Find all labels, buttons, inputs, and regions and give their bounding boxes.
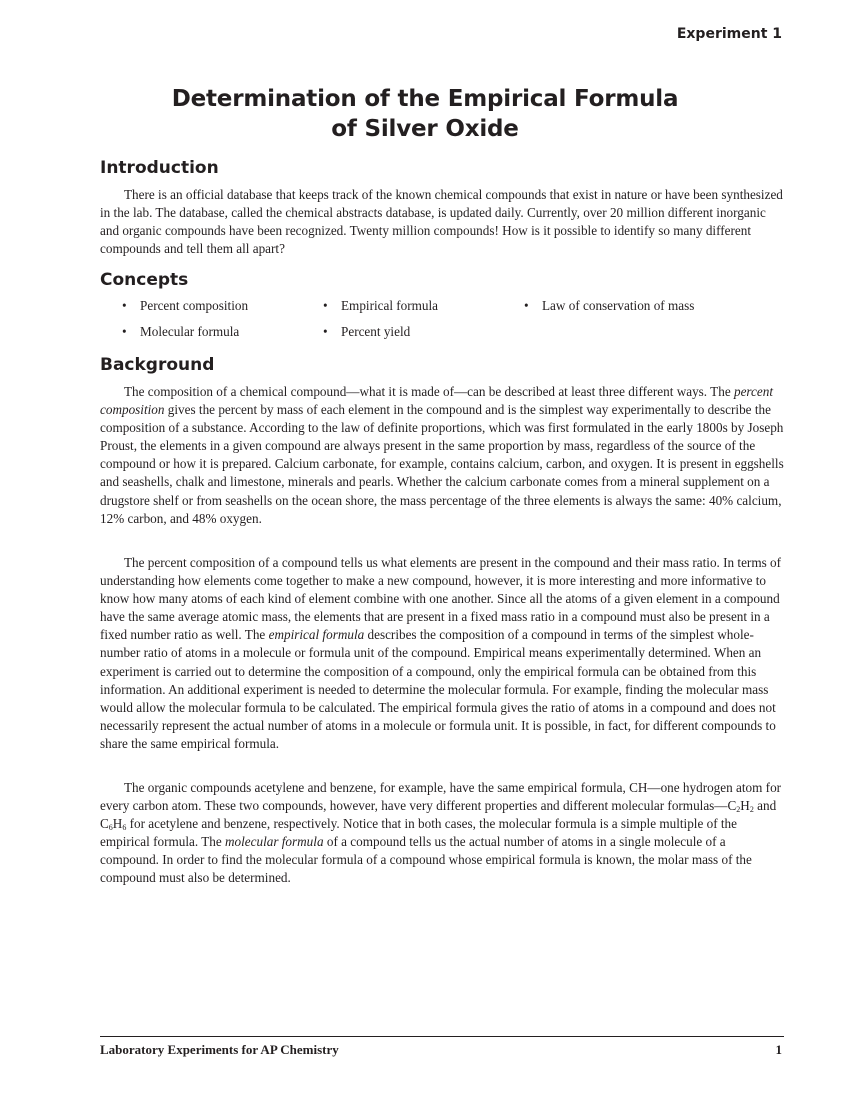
- page-number: 1: [775, 1042, 782, 1057]
- page-title-line-2: of Silver Oxide: [331, 116, 519, 142]
- experiment-label: Experiment 1: [676, 26, 782, 42]
- background-paragraph-1: [100, 383, 784, 528]
- page-title: [0, 84, 850, 144]
- concept-item: [524, 298, 694, 314]
- footer-rule: [100, 1036, 784, 1037]
- footer-book-title: Laboratory Experiments for AP Chemistry: [100, 1042, 339, 1057]
- background-paragraph-2: [100, 554, 784, 753]
- concept-item: [323, 324, 410, 340]
- page-title-line-1: Determination of the Empirical Formula: [171, 86, 679, 112]
- introduction-text: There is an official database that keeps track of the known chemical compounds that exist in nature or have been synthesized in the lab. The database, called the chemical abstracts database, is updated daily. Currently, over 20 million different inorganic and organic compounds have been recognized. Twenty million compounds! How is it possible to identify so many different compounds and tell them all apart?: [100, 187, 783, 257]
- concept-label: Percent composition: [140, 298, 249, 313]
- concept-item: [122, 298, 248, 314]
- benzene-formula: $C_6H_6$: [100, 816, 127, 833]
- concept-label: Molecular formula: [140, 324, 240, 339]
- concept-label: Percent yield: [341, 324, 411, 339]
- bullet-icon: •: [323, 324, 328, 339]
- introduction-heading: Introduction: [100, 158, 219, 178]
- emphasis-term: empirical formula: [268, 627, 365, 643]
- concepts-list: [100, 298, 784, 348]
- introduction-paragraph: [100, 186, 784, 258]
- paragraph-text: The organic compounds acetylene and benzene, for example, have the same empirical formula, CH—one hydrogen atom for every carbon atom. These two compounds, however, have very different properties and different molecular $formulas—C_2H_2$ and $C_6H_6$ for acetylene and benzene, respectively. Notice that in both cases, the molecular formula is a simple multiple of the empirical formula. The molecular formula of a compound tells us the actual number of atoms in a single molecule of a compound. In order to find the molecular formula of a compound whose empirical formula is known, the molar mass of the compound must also be determined.: [100, 780, 782, 886]
- concept-label: Law of conservation of mass: [542, 298, 695, 313]
- concept-label: Empirical formula: [341, 298, 439, 313]
- concepts-heading: Concepts: [100, 270, 189, 290]
- paragraph-text: The composition of a chemical compound—what it is made of—can be described at least three different ways. The percent composition gives the percent by mass of each element in the compound and is the simplest way experimentally to describe the composition of a substance. According to the law of definite proportions, which was first formulated in the early 1800s by Joseph Proust, the elements in a given compound are always present in the same proportion by mass, regardless of the source of the compound or how it is prepared. Calcium carbonate, for example, contains calcium, carbon, and oxygen. It is present in eggshells and seashells, chalk and limestone, minerals and pearls. Whether the calcium carbonate comes from a mineral supplement on a drugstore shelf or from seashells on the ocean shore, the mass percentage of the three elements is always the same: 40% calcium, 12% carbon, and 48% oxygen.: [100, 384, 784, 526]
- emphasis-term: percent composition: [100, 384, 774, 418]
- concept-item: [122, 324, 239, 340]
- bullet-icon: •: [122, 324, 127, 339]
- bullet-icon: •: [524, 298, 529, 313]
- emphasis-term: molecular formula: [225, 834, 324, 850]
- paragraph-text: The percent composition of a compound tells us what elements are present in the compound and their mass ratio. In terms of understanding how elements come together to make a new compound, however, it is more interesting and more informative to know how many atoms of each kind of element combine with one another. Since all the atoms of a given element in a compound have the same average atomic mass, the elements that are present in a fixed mass ratio in a compound must also be present in a fixed number ratio as well. The empirical formula describes the composition of a compound in terms of the simplest whole-number ratio of atoms in a molecule or formula unit of the compound. Empirical means experimentally determined. When an experiment is carried out to determine the composition of a compound, only the empirical formula can be obtained from this information. An additional experiment is needed to determine the molecular formula. For example, finding the molecular mass would allow the molecular formula to be calculated. The empirical formula gives the ratio of atoms in a compound and does not necessarily represent the actual number of atoms in a molecule or formula unit. It is possible, in fact, for different compounds to share the same empirical formula.: [100, 555, 781, 751]
- bullet-icon: •: [122, 298, 127, 313]
- concept-item: [323, 298, 438, 314]
- bullet-icon: •: [323, 298, 328, 313]
- background-paragraph-3: [100, 779, 784, 888]
- acetylene-formula: $C_2H_2$: [727, 798, 754, 815]
- background-heading: Background: [100, 355, 215, 375]
